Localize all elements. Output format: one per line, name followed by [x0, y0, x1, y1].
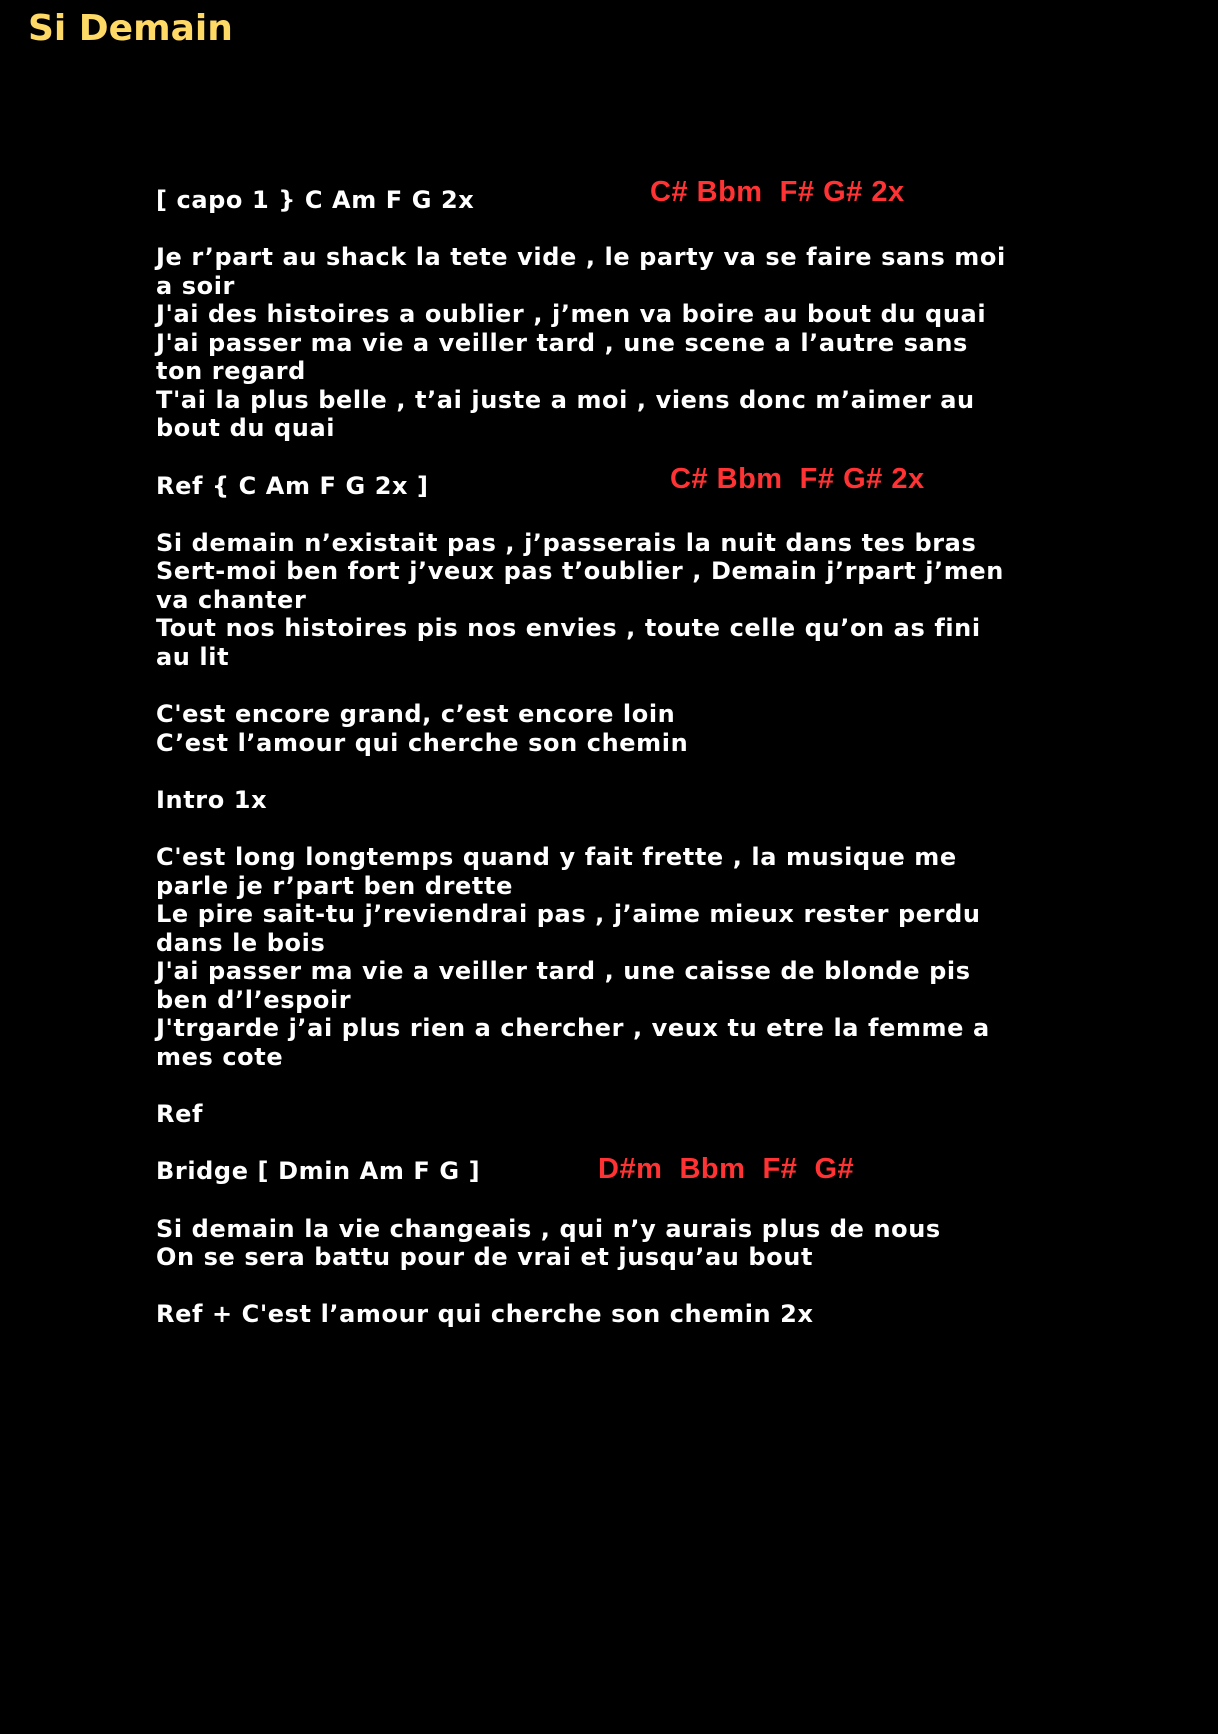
lyric-line: Si demain la vie changeais , qui n’y aurais plus de nous — [156, 1215, 941, 1243]
lyric-line: Ref — [156, 1100, 203, 1128]
lyric-line: parle je r’part ben drette — [156, 872, 513, 900]
lyric-line: C’est l’amour qui cherche son chemin — [156, 729, 689, 757]
lyric-line: Bridge [ Dmin Am F G ] — [156, 1157, 481, 1185]
lyric-line: Ref + C'est l’amour qui cherche son chemin 2x — [156, 1300, 814, 1328]
lyric-line: T'ai la plus belle , t’ai juste a moi , viens donc m’aimer au — [156, 386, 975, 414]
chord-annotation: D#m Bbm F# G# — [598, 1153, 855, 1185]
lyric-line: dans le bois — [156, 929, 326, 957]
lyric-line: Ref { C Am F G 2x ] — [156, 472, 429, 500]
lyric-line: J'ai passer ma vie a veiller tard , une caisse de blonde pis — [156, 957, 971, 985]
lyric-line: ben d’l’espoir — [156, 986, 352, 1014]
lyric-line: ton regard — [156, 357, 306, 385]
lyric-line: Si demain n’existait pas , j’passerais la nuit dans tes bras — [156, 529, 977, 557]
lyric-line: Intro 1x — [156, 786, 268, 814]
lyric-line: va chanter — [156, 586, 307, 614]
lyric-line: Tout nos histoires pis nos envies , toute celle qu’on as fini — [156, 614, 981, 642]
lyric-line: au lit — [156, 643, 230, 671]
chord-annotation: C# Bbm F# G# 2x — [670, 463, 925, 495]
lyric-line: Le pire sait-tu j’reviendrai pas , j’aime mieux rester perdu — [156, 900, 981, 928]
lyric-line: C'est encore grand, c’est encore loin — [156, 700, 676, 728]
lyric-line: [ capo 1 } C Am F G 2x — [156, 186, 475, 214]
lyric-line: J'ai passer ma vie a veiller tard , une scene a l’autre sans — [156, 329, 968, 357]
lyric-line: Je r’part au shack la tete vide , le party va se faire sans moi — [156, 243, 1006, 271]
lyric-line: mes cote — [156, 1043, 284, 1071]
lyric-line: C'est long longtemps quand y fait frette , la musique me — [156, 843, 957, 871]
lyric-line: Sert-moi ben fort j’veux pas t’oublier , Demain j’rpart j’men — [156, 557, 1004, 585]
lyric-line: bout du quai — [156, 414, 336, 442]
lyric-line: J'ai des histoires a oublier , j’men va boire au bout du quai — [156, 300, 987, 328]
song-title: Si Demain — [28, 8, 233, 49]
lyric-line: J'trgarde j’ai plus rien a chercher , veux tu etre la femme a — [156, 1014, 990, 1042]
lyric-line: On se sera battu pour de vrai et jusqu’au bout — [156, 1243, 814, 1271]
chord-annotation: C# Bbm F# G# 2x — [650, 176, 905, 208]
lyric-line: a soir — [156, 272, 235, 300]
